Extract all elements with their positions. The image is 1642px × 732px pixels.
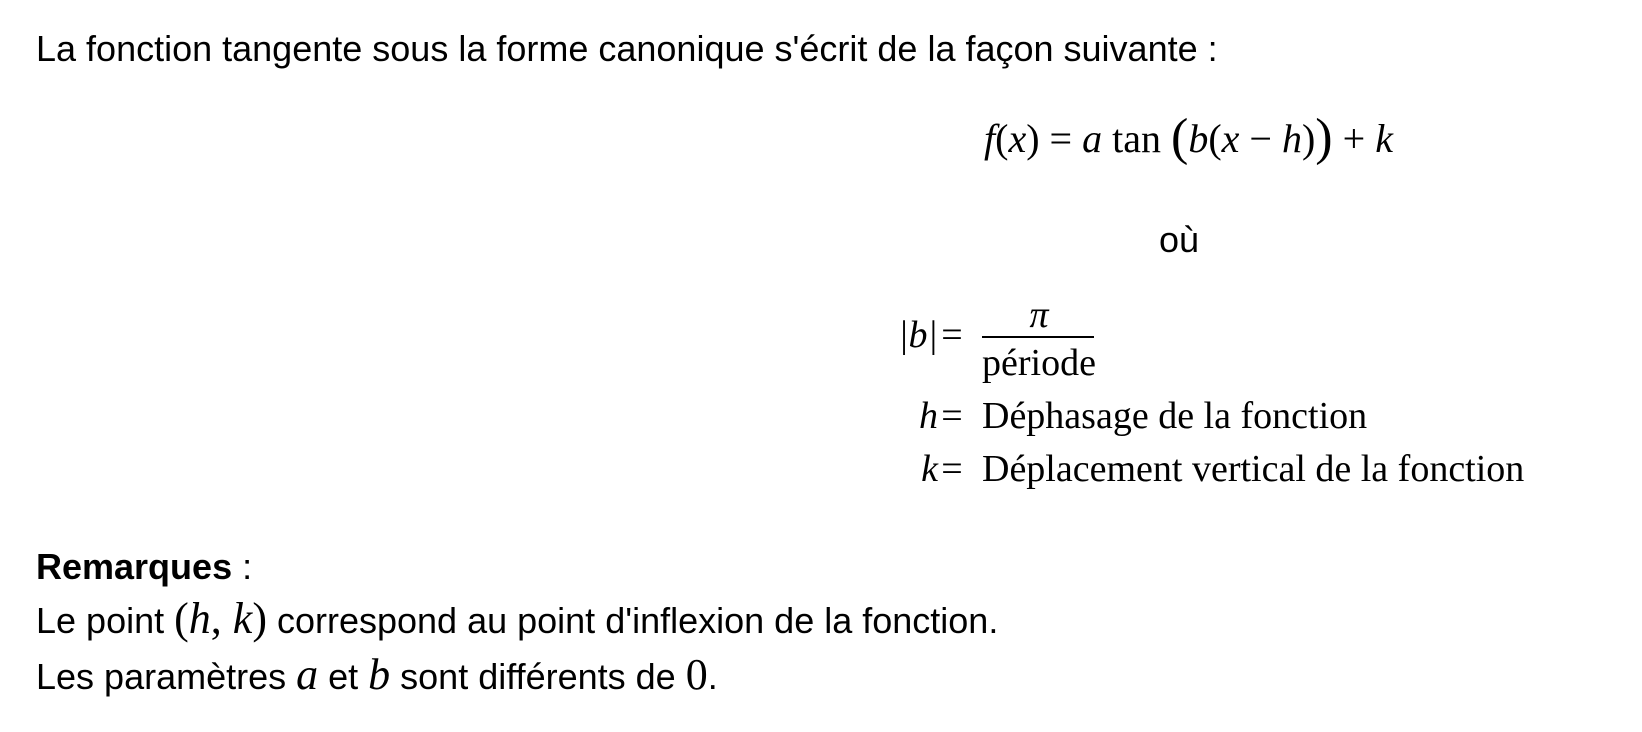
eq-big-paren: ) <box>1315 109 1333 166</box>
eq-x: x <box>1008 116 1027 161</box>
math-paren: ( <box>174 594 189 643</box>
eq-minus: − <box>1239 116 1282 161</box>
def-b-denominator: période <box>982 342 1096 384</box>
remark-2-end: . <box>707 656 718 697</box>
eq-h: h <box>1281 116 1302 161</box>
def-h-rhs: Déphasage de la fonction <box>982 395 1368 437</box>
eq-paren: ) <box>1301 116 1316 161</box>
remark-line-2 <box>36 650 718 699</box>
remark-2-mid: et <box>318 656 369 697</box>
remarks-colon: : <box>232 546 253 587</box>
eq-plus: + <box>1332 116 1376 161</box>
eq-paren: ( <box>1208 116 1222 161</box>
def-b-equals: = <box>941 314 963 356</box>
eq-f: f <box>984 116 996 161</box>
remark-1-pre: Le point <box>36 600 175 641</box>
def-b-numerator: π <box>1029 294 1049 336</box>
eq-paren: ) <box>1026 116 1040 161</box>
def-b-fraction <box>982 294 1096 382</box>
math-b: b <box>368 650 391 699</box>
intro-text: La fonction tangente sous la forme canonique s'écrit de la façon suivante : <box>36 28 1218 69</box>
math-k: k <box>232 594 253 643</box>
eq-b: b <box>1188 116 1209 161</box>
remark-2-mid2: sont différents de <box>390 656 686 697</box>
math-a: a <box>296 650 319 699</box>
math-h: h <box>188 594 211 643</box>
def-k-rhs: Déplacement vertical de la fonction <box>982 448 1525 490</box>
def-h-equals: = <box>941 395 963 437</box>
def-h-lhs: h <box>919 395 938 437</box>
remark-line-1 <box>36 594 999 643</box>
def-k-lhs: k <box>921 448 938 490</box>
eq-x: x <box>1221 116 1240 161</box>
eq-big-paren: ( <box>1170 109 1189 166</box>
remarks-heading: Remarques <box>36 546 233 587</box>
remark-1-math <box>174 594 267 643</box>
def-b-lhs: |b| <box>898 314 938 356</box>
eq-equals: = <box>1039 116 1083 161</box>
eq-k: k <box>1375 116 1393 161</box>
eq-a: a <box>1082 116 1103 161</box>
fraction-bar <box>982 336 1094 338</box>
remark-2-pre: Les paramètres <box>36 656 297 697</box>
eq-paren: ( <box>995 116 1009 161</box>
main-equation <box>984 109 1393 166</box>
remark-1-post: correspond au point d'inflexion de la fonction. <box>266 600 999 641</box>
where-label: où <box>1159 219 1200 260</box>
math-paren: ) <box>252 594 267 643</box>
def-k-equals: = <box>941 448 963 490</box>
remarks-title <box>36 546 253 587</box>
eq-tan: tan <box>1102 116 1171 161</box>
math-comma: , <box>210 594 233 643</box>
math-zero: 0 <box>685 650 708 699</box>
